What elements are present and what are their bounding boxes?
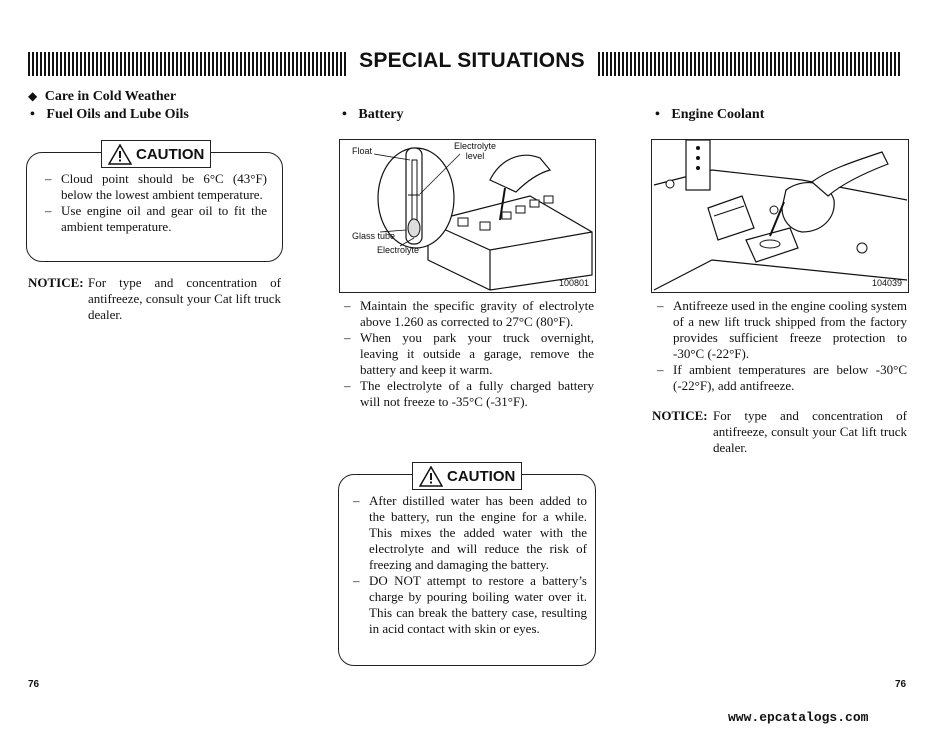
- label-electrolyte: Electrolyte: [377, 245, 420, 255]
- caution-box-left: [26, 152, 283, 262]
- battery-heading: • Battery: [342, 107, 404, 122]
- diamond-bullet-icon: ◆: [28, 89, 38, 103]
- notice-label: NOTICE:: [652, 408, 708, 423]
- list-item: – After distilled water has been added to the battery, run the engine for a while. This mixes the added water with the electrolyte and will reduce the risk of freezing and damaging the battery.: [353, 493, 587, 572]
- caution-left-list: [45, 171, 267, 235]
- notice-text: For type and concentration of antifreeze, consult your Cat lift truck dealer.: [713, 408, 907, 455]
- list-item: – If ambient temperatures are below -30°C (-22°F), add antifreeze.: [657, 362, 907, 393]
- label-float: Float: [352, 146, 373, 156]
- figure-id: 100801: [558, 278, 589, 288]
- bullet-dot: •: [342, 107, 347, 122]
- list-item: – Use engine oil and gear oil to fit the ambient temperature.: [45, 203, 267, 234]
- coolant-list: [657, 298, 907, 394]
- battery-figure: [339, 139, 596, 293]
- battery-list: [344, 298, 594, 410]
- warning-triangle-icon: [419, 466, 443, 487]
- caution-middle-list: [353, 493, 587, 637]
- figure-id: 104039: [871, 278, 902, 288]
- notice-label: NOTICE:: [28, 275, 84, 290]
- bullet-dot: •: [655, 107, 660, 122]
- page-number-left: 76: [28, 679, 40, 690]
- bullet-dot: •: [30, 107, 35, 122]
- caution-left-content: [45, 171, 267, 235]
- caution-label-middle: CAUTION: [412, 462, 522, 490]
- header-bars-left-graphic: [28, 52, 346, 76]
- coolant-figure: [651, 139, 909, 293]
- notice-left: [28, 275, 281, 325]
- header-bars-right-graphic: [598, 52, 902, 76]
- warning-triangle-icon: [108, 144, 132, 165]
- notice-text: For type and concentration of antifreeze, consult your Cat lift truck dealer.: [88, 275, 281, 322]
- coolant-illustration: [652, 140, 908, 292]
- care-cold-weather-heading: ◆ Care in Cold Weather: [28, 89, 177, 104]
- list-item: – When you park your truck overnight, leaving it outside a garage, remove the battery and keep it warm.: [344, 330, 594, 377]
- label-electrolyte-level: Electrolyte level: [453, 141, 497, 161]
- page-title: SPECIAL SITUATIONS: [359, 49, 585, 72]
- header-bars-left: [28, 52, 346, 76]
- battery-list-container: [344, 298, 594, 410]
- list-item: – DO NOT attempt to restore a battery’s charge by pouring boiling water over it. This can break the battery case, resulting in acid contact with skin or eyes.: [353, 573, 587, 636]
- battery-illustration: [340, 140, 595, 292]
- watermark-url[interactable]: www.epcatalogs.com: [728, 710, 869, 725]
- coolant-list-container: [657, 298, 907, 394]
- header-bars-right: [598, 52, 902, 76]
- notice-right: [652, 408, 907, 458]
- list-item: – Cloud point should be 6°C (43°F) below the lowest ambient temperature.: [45, 171, 267, 202]
- list-item: – The electrolyte of a fully charged battery will not freeze to -35°C (-31°F).: [344, 378, 594, 409]
- fuel-oils-heading: • Fuel Oils and Lube Oils: [30, 107, 189, 122]
- caution-box-middle: [338, 474, 596, 666]
- label-glass-tube: Glass tube: [352, 231, 396, 241]
- page-number-right: 76: [895, 679, 907, 690]
- list-item: – Maintain the specific gravity of electrolyte above 1.260 as corrected to 27°C (80°F).: [344, 298, 594, 329]
- engine-coolant-heading: • Engine Coolant: [655, 107, 765, 122]
- list-item: – Antifreeze used in the engine cooling system of a new lift truck shipped from the factory provides sufficient freeze protection to -30°C (-22°F).: [657, 298, 907, 361]
- caution-label-left: CAUTION: [101, 140, 211, 168]
- caution-middle-content: [353, 493, 587, 637]
